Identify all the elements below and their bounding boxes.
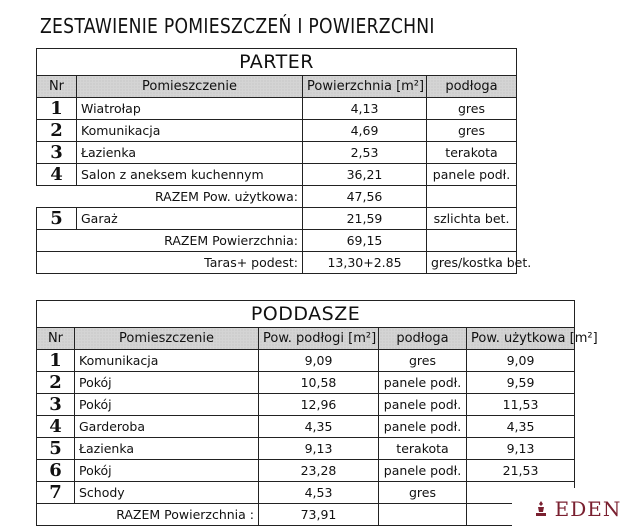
row-nr: 3 <box>37 142 77 164</box>
room-floor: gres <box>427 120 517 142</box>
room-name: Łazienka <box>77 142 303 164</box>
row-nr: 6 <box>37 460 75 482</box>
terrace-floor: gres/kostka bet. <box>427 252 517 274</box>
terrace-row <box>37 252 517 274</box>
room-floor: terakota <box>427 142 517 164</box>
sum-total-row <box>37 230 517 252</box>
header-floor: podłoga <box>379 328 467 350</box>
empty-cell <box>427 230 517 252</box>
room-name: Wiatrołap <box>77 98 303 120</box>
header-floor-area: Pow. podłogi [m²] <box>259 328 379 350</box>
room-name: Garderoba <box>75 416 259 438</box>
sum-row <box>37 504 575 526</box>
sum-label: RAZEM Powierzchnia : <box>37 504 259 526</box>
row-nr: 4 <box>37 416 75 438</box>
room-floor: szlichta bet. <box>427 208 517 230</box>
header-nr: Nr <box>37 76 77 98</box>
room-floor-area: 4,35 <box>259 416 379 438</box>
room-floor-area: 9,09 <box>259 350 379 372</box>
room-floor: panele podł. <box>427 164 517 186</box>
room-floor: terakota <box>379 438 467 460</box>
room-floor: gres <box>427 98 517 120</box>
row-nr: 2 <box>37 372 75 394</box>
table-row <box>37 438 575 460</box>
room-name: Salon z aneksem kuchennym <box>77 164 303 186</box>
header-room: Pomieszczenie <box>77 76 303 98</box>
row-nr: 5 <box>37 208 77 230</box>
room-floor: panele podł. <box>379 416 467 438</box>
table-row <box>37 416 575 438</box>
row-nr: 2 <box>37 120 77 142</box>
empty-cell <box>379 504 467 526</box>
room-floor-area: 23,28 <box>259 460 379 482</box>
header-nr: Nr <box>37 328 75 350</box>
row-nr: 3 <box>37 394 75 416</box>
page-title: ZESTAWIENIE POMIESZCZEŃ I POWIERZCHNI <box>40 14 435 38</box>
logo-text: EDEN <box>554 497 622 521</box>
row-nr: 5 <box>37 438 75 460</box>
sum-usable-row <box>37 186 517 208</box>
empty-cell <box>427 186 517 208</box>
table-row <box>37 394 575 416</box>
room-usable: 21,53 <box>467 460 575 482</box>
room-usable: 9,09 <box>467 350 575 372</box>
terrace-label: Taras+ podest: <box>37 252 303 274</box>
table-row <box>37 98 517 120</box>
room-name: Pokój <box>75 394 259 416</box>
sum-value: 73,91 <box>259 504 379 526</box>
room-name: Komunikacja <box>75 350 259 372</box>
sum-usable-value: 47,56 <box>303 186 427 208</box>
room-name: Garaż <box>77 208 303 230</box>
room-floor: panele podł. <box>379 460 467 482</box>
room-name: Pokój <box>75 460 259 482</box>
parter-caption: PARTER <box>37 49 517 76</box>
room-name: Schody <box>75 482 259 504</box>
sum-usable-label: RAZEM Pow. użytkowa: <box>37 186 303 208</box>
row-nr: 7 <box>37 482 75 504</box>
table-row <box>37 208 517 230</box>
table-row <box>37 482 575 504</box>
room-floor-area: 12,96 <box>259 394 379 416</box>
room-area: 2,53 <box>303 142 427 164</box>
row-nr: 1 <box>37 350 75 372</box>
room-name: Pokój <box>75 372 259 394</box>
room-floor: panele podł. <box>379 394 467 416</box>
table-row <box>37 460 575 482</box>
header-floor: podłoga <box>427 76 517 98</box>
room-usable: 9,13 <box>467 438 575 460</box>
table-row <box>37 120 517 142</box>
room-usable: 4,35 <box>467 416 575 438</box>
room-floor-area: 10,58 <box>259 372 379 394</box>
room-name: Komunikacja <box>77 120 303 142</box>
table-row <box>37 350 575 372</box>
room-usable: 9,59 <box>467 372 575 394</box>
chess-piece-icon <box>531 499 551 519</box>
room-name: Łazienka <box>75 438 259 460</box>
poddasze-caption: PODDASZE <box>37 301 575 328</box>
room-area: 36,21 <box>303 164 427 186</box>
row-nr: 4 <box>37 164 77 186</box>
terrace-value: 13,30+2.85 <box>303 252 427 274</box>
room-area: 4,69 <box>303 120 427 142</box>
room-area: 4,13 <box>303 98 427 120</box>
header-room: Pomieszczenie <box>75 328 259 350</box>
parter-table <box>36 48 532 274</box>
sum-total-label: RAZEM Powierzchnia: <box>37 230 303 252</box>
room-area: 21,59 <box>303 208 427 230</box>
room-usable: 11,53 <box>467 394 575 416</box>
room-floor-area: 4,53 <box>259 482 379 504</box>
room-floor: gres <box>379 350 467 372</box>
table-row <box>37 142 517 164</box>
row-nr: 1 <box>37 98 77 120</box>
room-floor: panele podł. <box>379 372 467 394</box>
header-usable: Pow. użytkowa [m²] <box>467 328 575 350</box>
room-floor: gres <box>379 482 467 504</box>
table-row <box>37 164 517 186</box>
sum-total-value: 69,15 <box>303 230 427 252</box>
eden-logo <box>512 488 640 530</box>
table-row <box>37 372 575 394</box>
room-floor-area: 9,13 <box>259 438 379 460</box>
header-area: Powierzchnia [m²] <box>303 76 427 98</box>
